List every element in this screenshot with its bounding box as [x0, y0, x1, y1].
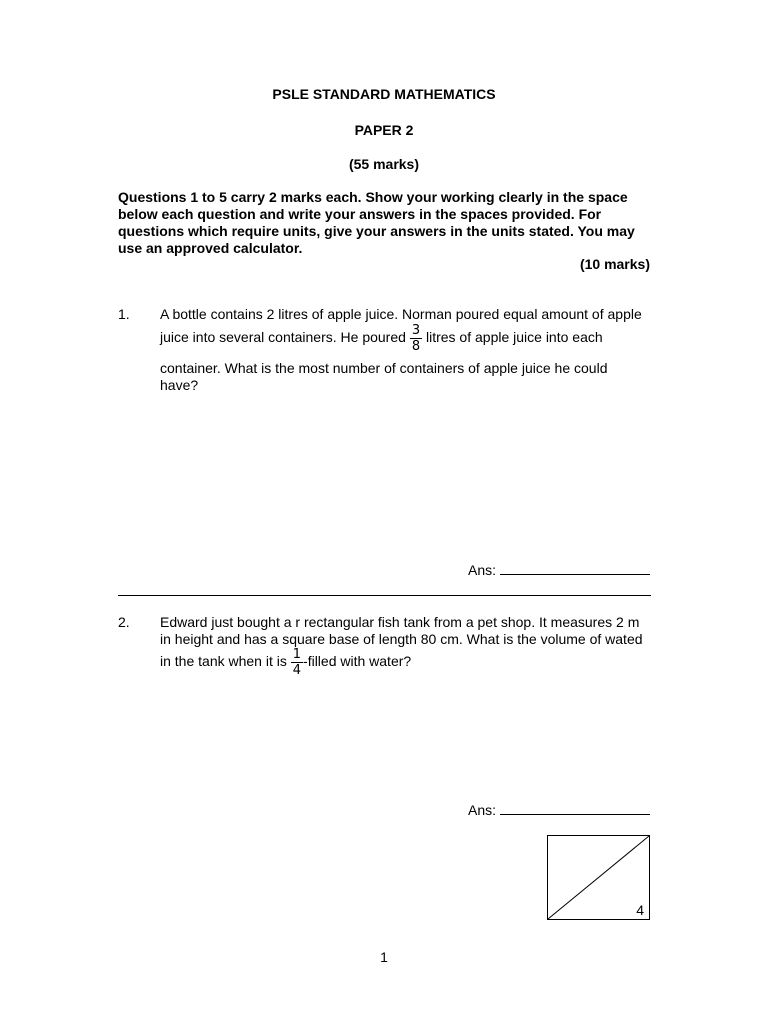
- answer-line[interactable]: [500, 562, 650, 575]
- fraction-denominator: 4: [292, 663, 302, 678]
- question-line: container. What is the most number of containers of apple juice he could: [160, 360, 608, 376]
- question-2-fraction-line: [160, 648, 411, 677]
- instruction-line: use an approved calculator.: [118, 240, 303, 256]
- fraction: [291, 648, 303, 677]
- instruction-line: Questions 1 to 5 carry 2 marks each. Show your working clearly in the space: [118, 189, 628, 205]
- question-line: in height and has a square base of length 80 cm. What is the volume of wated: [160, 631, 643, 647]
- question-line: A bottle contains 2 litres of apple juice. Norman poured equal amount of apple: [160, 306, 642, 322]
- question-line: litres of apple juice into each: [425, 329, 603, 346]
- question-line: juice into several containers. He poured: [160, 329, 406, 346]
- instructions: [118, 189, 658, 257]
- answer-field[interactable]: [468, 802, 650, 818]
- question-line: have?: [160, 377, 199, 393]
- marks-box: [547, 835, 650, 920]
- fraction-numerator: 1: [292, 647, 302, 662]
- question-divider: [118, 595, 651, 596]
- fraction-denominator: 8: [411, 339, 421, 354]
- answer-label: Ans:: [468, 562, 497, 578]
- page-title: PSLE STANDARD MATHEMATICS: [272, 86, 496, 102]
- fraction: [410, 324, 422, 353]
- question-line: -filled with water?: [303, 653, 412, 670]
- question-line: Edward just bought a r rectangular fish tank from a pet shop. It measures 2 m: [160, 614, 640, 630]
- question-number: 2.: [118, 614, 130, 630]
- instruction-line: below each question and write your answers in the spaces provided. For: [118, 206, 602, 222]
- question-1-text-cont: [160, 360, 655, 394]
- paper-number: PAPER 2: [354, 122, 414, 138]
- question-line: in the tank when it is: [160, 653, 287, 670]
- instruction-line: questions which require units, give your answers in the units stated. You may: [118, 223, 635, 239]
- page-number: 1: [380, 949, 388, 965]
- fraction-numerator: 3: [411, 323, 421, 338]
- question-1-text: [160, 306, 655, 323]
- question-number: 1.: [118, 306, 130, 322]
- answer-label: Ans:: [468, 802, 497, 818]
- total-marks: (55 marks): [348, 156, 420, 172]
- question-1-fraction-line: [160, 324, 603, 353]
- marks-box-frame: [547, 835, 650, 920]
- answer-field[interactable]: [468, 562, 650, 578]
- marks-value: 4: [636, 902, 644, 918]
- answer-line[interactable]: [500, 802, 650, 815]
- question-2-text: [160, 614, 660, 648]
- section-marks: (10 marks): [579, 256, 650, 272]
